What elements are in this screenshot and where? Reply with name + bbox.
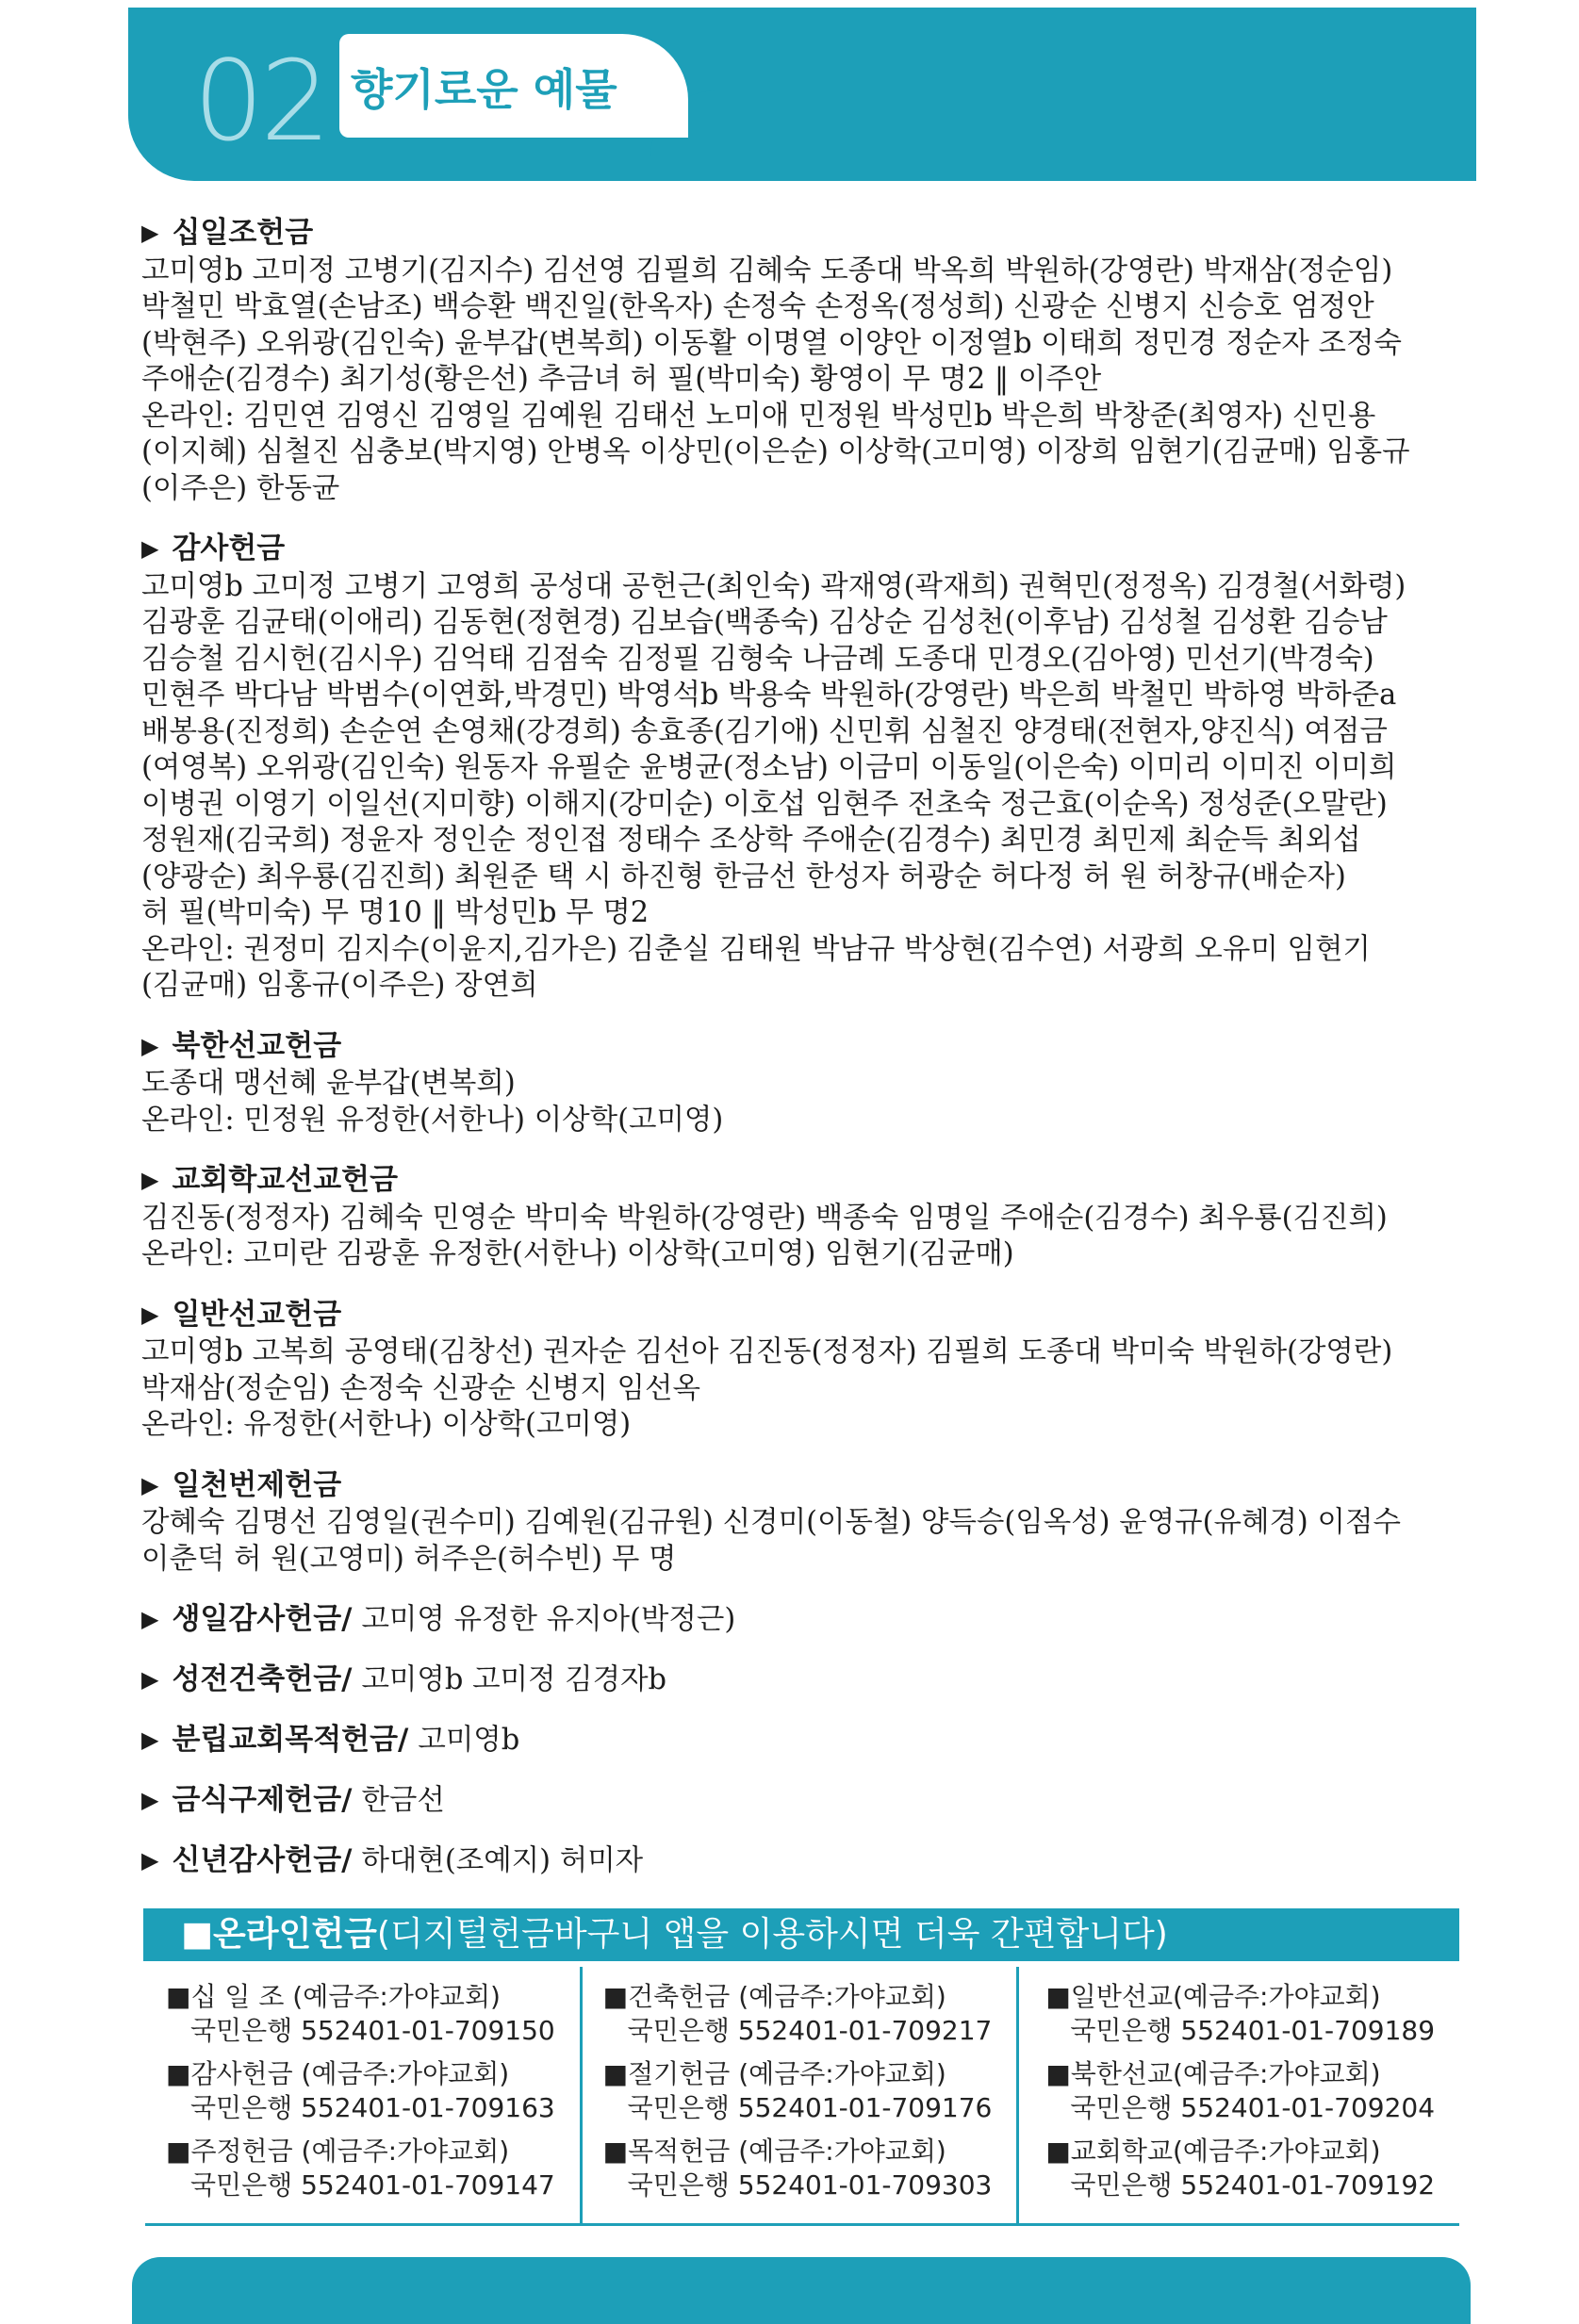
account-number: 국민은행 552401-01-709192 [1070, 2169, 1436, 2201]
account-item [603, 1980, 1017, 2048]
arrow-bullet-icon: ▶ [141, 535, 159, 562]
account-name: ■북한선교(예금주:가야교회) [1045, 2058, 1381, 2089]
donor-line: (김균매) 임홍규(이주은) 장연희 [141, 969, 538, 1002]
offering-section [141, 1162, 1442, 1273]
account-name: ■교회학교(예금주:가야교회) [1045, 2136, 1381, 2167]
section-title-text: 교회학교선교헌금 [172, 1163, 399, 1197]
donor-line: 온라인: 유정한(서한나) 이상학(고미영) [141, 1408, 632, 1441]
arrow-bullet-icon: ▶ [141, 220, 159, 246]
account-name: ■일반선교(예금주:가야교회) [1045, 1981, 1381, 2012]
offering-section [141, 215, 1442, 507]
donor-line: 이병권 이영기 이일선(지미향) 이해지(강미순) 이호섭 임현주 전초숙 정근효(이순옥) 정성준(오말란) [141, 787, 1388, 821]
account-number: 국민은행 552401-01-709303 [627, 2169, 993, 2201]
section-title-text: 일반선교헌금 [172, 1297, 342, 1332]
donor-line: 정원재(김국희) 정윤자 정인순 정인접 정태수 조상학 주애순(김경수) 최민경 최민제 최순득 최외섭 [141, 824, 1361, 857]
account-name: ■목적헌금 (예금주:가야교회) [602, 2136, 946, 2167]
donor-names: 한금선 [361, 1784, 445, 1817]
donor-names: 고미영b [418, 1724, 520, 1757]
section-title [141, 1467, 1442, 1506]
donor-names: 고미영 유정한 유지아(박정근) [361, 1603, 736, 1636]
arrow-bullet-icon: ▶ [141, 1787, 159, 1813]
account-number: 국민은행 552401-01-709176 [627, 2092, 993, 2123]
section-title-text: 십일조헌금 [172, 216, 314, 250]
donor-line: 주애순(김경수) 최기성(황은선) 추금녀 허 필(박미숙) 황영이 무 명2 ‖ 이주안 [141, 363, 1102, 396]
page-title: 향기로운 예물 [351, 64, 617, 115]
section-title-text: 감사헌금 [172, 532, 286, 565]
header-lower-band [650, 90, 1476, 181]
donor-line: 온라인: 권정미 김지수(이윤지,김가은) 김춘실 김태원 박남규 박상현(김수연) 서광희 오유미 임현기 [141, 932, 1371, 966]
donor-line: 박철민 박효열(손남조) 백승환 백진일(한옥자) 손정숙 손정옥(정성희) 신광순 신병지 신승호 엄정안 [141, 290, 1374, 323]
section-title [141, 215, 1442, 254]
donor-line: 배봉용(진정희) 손순연 손영채(강경희) 송효종(김기애) 신민휘 심철진 양경태(전현자,양진식) 여점금 [141, 714, 1388, 748]
account-item [1045, 2135, 1459, 2202]
donor-line: 고미영b 고복희 공영태(김창선) 권자순 김선아 김진동(정정자) 김필희 도종대 박미숙 박원하(강영란) [141, 1335, 1393, 1368]
account-item [166, 1980, 580, 2048]
arrow-bullet-icon: ▶ [141, 1727, 159, 1753]
donor-line: 민현주 박다남 박범수(이연화,박경민) 박영석b 박용숙 박원하(강영란) 박은희 박철민 박하영 박하준a [141, 679, 1397, 712]
section-title-text: 성전건축헌금/ [172, 1662, 353, 1696]
account-name: ■십 일 조 (예금주:가야교회) [166, 1981, 501, 2012]
inline-offering-section [141, 1842, 1442, 1878]
section-title [141, 1162, 1442, 1201]
offering-section [141, 1028, 1442, 1139]
online-offering-title: 온라인헌금 [213, 1915, 377, 1954]
account-number: 국민은행 552401-01-709189 [1070, 2015, 1436, 2046]
offering-section [141, 1297, 1442, 1444]
donor-line: 김광훈 김균태(이애리) 김동현(정현경) 김보습(백종숙) 김상순 김성천(이후남) 김성철 김성환 김승남 [141, 606, 1388, 639]
offering-list [141, 215, 1442, 1903]
account-name: ■감사헌금 (예금주:가야교회) [166, 2058, 510, 2089]
donor-line: 고미영b 고미정 고병기(김지수) 김선영 김필희 김혜숙 도종대 박옥희 박원하(강영란) 박재삼(정순임) [141, 254, 1393, 287]
account-number: 국민은행 552401-01-709150 [190, 2015, 555, 2046]
account-number: 국민은행 552401-01-709204 [1070, 2092, 1436, 2123]
account-column [145, 1967, 583, 2223]
account-item [166, 2135, 580, 2202]
donor-line: 고미영b 고미정 고병기 고영희 공성대 공헌근(최인숙) 곽재영(곽재희) 권혁민(정정옥) 김경철(서화령) [141, 569, 1406, 603]
donor-line: 이춘덕 허 원(고영미) 허주은(허수빈) 무 명 [141, 1542, 677, 1576]
inline-offering-section [141, 1601, 1442, 1637]
account-name: ■절기헌금 (예금주:가야교회) [602, 2058, 946, 2089]
account-number: 국민은행 552401-01-709217 [627, 2015, 993, 2046]
inline-offering-section [141, 1722, 1442, 1758]
section-title-text: 금식구제헌금/ [172, 1783, 353, 1817]
account-column [1019, 1967, 1459, 2223]
donor-line: (이지혜) 심철진 심충보(박지영) 안병옥 이상민(이은순) 이상학(고미영) 이장희 임현기(김균매) 임홍규 [141, 435, 1410, 468]
account-number: 국민은행 552401-01-709163 [190, 2092, 555, 2123]
donor-line: 김진동(정정자) 김혜숙 민영순 박미숙 박원하(강영란) 백종숙 임명일 주애순(김경수) 최우룡(김진희) [141, 1201, 1388, 1235]
section-title-text: 북한선교헌금 [172, 1028, 342, 1063]
account-column [583, 1967, 1020, 2223]
section-title-text: 생일감사헌금/ [172, 1602, 353, 1636]
donor-line: (여영복) 오위광(김인숙) 원동자 유필순 윤병균(정소남) 이금미 이동일(이은숙) 이미리 이미진 이미희 [141, 751, 1397, 784]
arrow-bullet-icon: ▶ [141, 1032, 159, 1059]
section-title-text: 분립교회목적헌금/ [172, 1723, 409, 1757]
account-name: ■건축헌금 (예금주:가야교회) [602, 1981, 946, 2012]
arrow-bullet-icon: ▶ [141, 1606, 159, 1632]
donor-line: 온라인: 고미란 김광훈 유정한(서한나) 이상학(고미영) 임현기(김균매) [141, 1237, 1014, 1270]
donor-line: 도종대 맹선혜 윤부갑(변복희) [141, 1067, 516, 1100]
account-number: 국민은행 552401-01-709147 [190, 2169, 555, 2201]
section-title [141, 1028, 1442, 1067]
chapter-number: 02 [193, 36, 328, 166]
arrow-bullet-icon: ▶ [141, 1167, 159, 1193]
account-name: ■주정헌금 (예금주:가야교회) [166, 2136, 510, 2167]
donor-line: 김승철 김시헌(김시우) 김억태 김점숙 김정필 김형숙 나금례 도종대 민경오(김아영) 민선기(박경숙) [141, 642, 1374, 676]
donor-line: (박현주) 오위광(김인숙) 윤부갑(변복희) 이동활 이명열 이양안 이정열b 이태희 정민경 정순자 조정숙 [141, 326, 1402, 360]
online-offering-header [143, 1908, 1459, 1961]
donor-names: 하대현(조예지) 허미자 [361, 1844, 644, 1877]
account-item [603, 2135, 1017, 2202]
donor-line: 허 필(박미숙) 무 명10 ‖ 박성민b 무 명2 [141, 896, 650, 929]
section-title-text: 신년감사헌금/ [172, 1843, 353, 1877]
square-bullet-icon: ■ [181, 1915, 214, 1954]
arrow-bullet-icon: ▶ [141, 1471, 159, 1498]
arrow-bullet-icon: ▶ [141, 1301, 159, 1328]
account-item [1045, 1980, 1459, 2048]
section-title-text: 일천번제헌금 [172, 1467, 342, 1502]
section-title [141, 1297, 1442, 1335]
offering-section [141, 1467, 1442, 1579]
account-table [145, 1967, 1459, 2226]
arrow-bullet-icon: ▶ [141, 1666, 159, 1693]
offering-section [141, 531, 1442, 1005]
donor-line: (이주은) 한동균 [141, 471, 340, 505]
donor-line: 온라인: 민정원 유정한(서한나) 이상학(고미영) [141, 1103, 724, 1137]
footer-band [132, 2257, 1471, 2324]
donor-line: 온라인: 김민연 김영신 김영일 김예원 김태선 노미애 민정원 박성민b 박은희 박창준(최영자) 신민용 [141, 399, 1376, 433]
inline-offering-section [141, 1661, 1442, 1697]
section-title [141, 531, 1442, 569]
account-item [603, 2057, 1017, 2125]
donor-line: 박재삼(정순임) 손정숙 신광순 신병지 임선옥 [141, 1371, 700, 1405]
donor-line: (양광순) 최우룡(김진희) 최원준 택 시 하진형 한금선 한성자 허광순 허다정 허 원 허창규(배순자) [141, 859, 1346, 893]
account-item [166, 2057, 580, 2125]
inline-offering-section [141, 1782, 1442, 1818]
arrow-bullet-icon: ▶ [141, 1847, 159, 1874]
donor-names: 고미영b 고미정 김경자b [361, 1663, 667, 1696]
online-offering-subtitle: (디지털헌금바구니 앱을 이용하시면 더욱 간편합니다) [376, 1915, 1168, 1954]
account-item [1045, 2057, 1459, 2125]
donor-line: 강혜숙 김명선 김영일(권수미) 김예원(김규원) 신경미(이동철) 양득승(임옥성) 윤영규(유혜경) 이점수 [141, 1506, 1401, 1539]
